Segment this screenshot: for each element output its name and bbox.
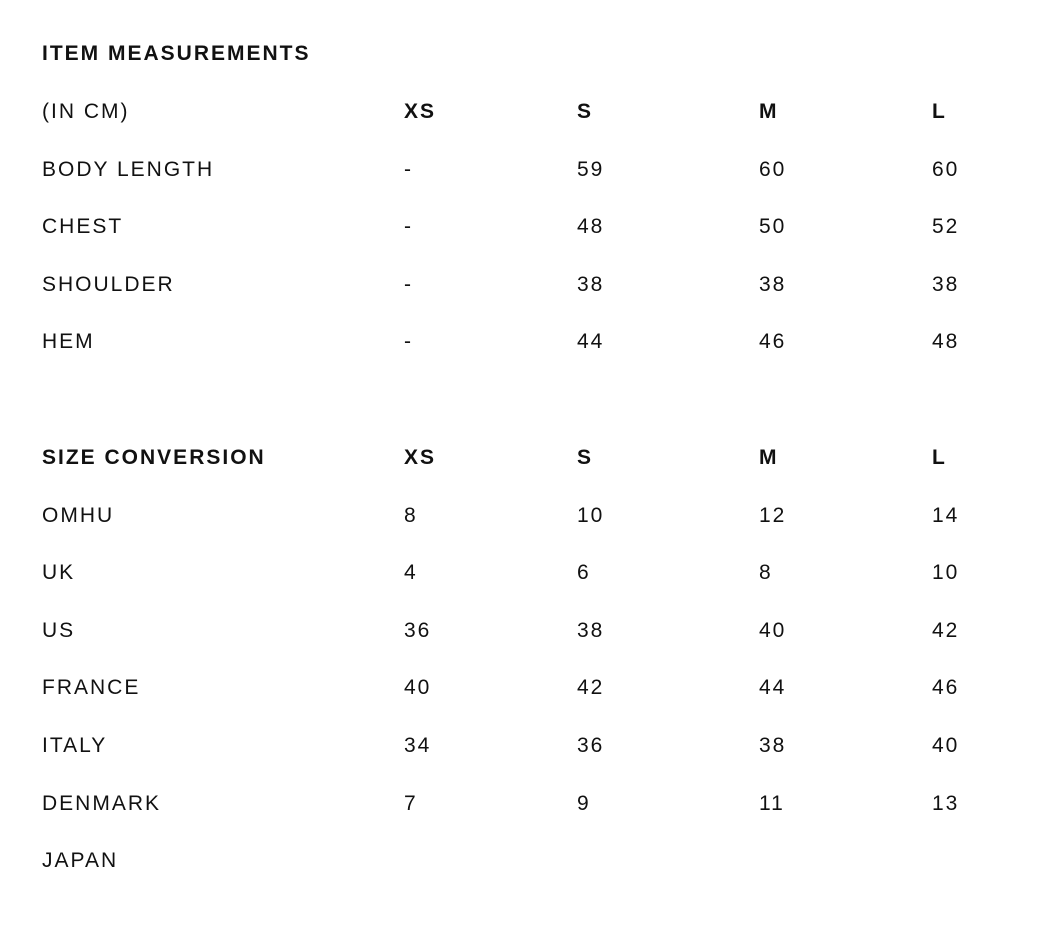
- cell-value: 60: [932, 157, 960, 181]
- cell-value: 38: [577, 272, 605, 296]
- cell-value: 60: [759, 157, 787, 181]
- size-header-s: S: [577, 446, 594, 469]
- item-measurements-table: [42, 83, 1042, 371]
- cell-value: 40: [759, 618, 787, 642]
- size-header-s: S: [577, 100, 594, 123]
- size-header-l: L: [932, 100, 947, 123]
- size-header-m: M: [759, 100, 779, 123]
- table-row: [42, 832, 1042, 890]
- row-label: BODY LENGTH: [42, 157, 215, 181]
- row-label: OMHU: [42, 503, 115, 527]
- cell-value: 38: [759, 733, 787, 757]
- cell-value: 52: [932, 215, 960, 239]
- cell-value: 10: [932, 561, 960, 585]
- table-row: [42, 141, 1042, 199]
- row-label: DENMARK: [42, 791, 162, 815]
- size-header-xs: XS: [404, 100, 437, 123]
- cell-value: 46: [759, 330, 787, 354]
- cell-value: 50: [759, 215, 787, 239]
- cell-value: -: [404, 157, 413, 181]
- size-header-m: M: [759, 446, 779, 469]
- row-label: SHOULDER: [42, 272, 175, 296]
- table-row: [42, 487, 1042, 545]
- unit-label: (IN CM): [42, 100, 130, 123]
- cell-value: 6: [577, 561, 591, 585]
- table-row: [42, 313, 1042, 371]
- cell-value: 40: [932, 733, 960, 757]
- row-label: HEM: [42, 330, 95, 354]
- cell-value: 48: [577, 215, 605, 239]
- size-header-l: L: [932, 446, 947, 469]
- cell-value: 14: [932, 503, 960, 527]
- table-row: [42, 775, 1042, 833]
- cell-value: 36: [577, 733, 605, 757]
- cell-value: 42: [932, 618, 960, 642]
- cell-value: 36: [404, 618, 432, 642]
- cell-value: 9: [577, 791, 591, 815]
- cell-value: 8: [759, 561, 773, 585]
- cell-value: -: [404, 330, 413, 354]
- cell-value: 34: [404, 733, 432, 757]
- row-label: FRANCE: [42, 676, 141, 700]
- cell-value: 13: [932, 791, 960, 815]
- cell-value: 12: [759, 503, 787, 527]
- size-header-xs: XS: [404, 446, 437, 469]
- row-label: JAPAN: [42, 849, 119, 873]
- cell-value: 11: [759, 791, 785, 815]
- cell-value: 4: [404, 561, 418, 585]
- cell-value: 38: [932, 272, 960, 296]
- cell-value: 38: [759, 272, 787, 296]
- conversion-header-row: [42, 429, 1042, 487]
- cell-value: 40: [404, 676, 432, 700]
- measurements-header-row: [42, 83, 1042, 141]
- table-row: [42, 602, 1042, 660]
- item-measurements-title: ITEM MEASUREMENTS: [42, 42, 311, 65]
- table-row: [42, 659, 1042, 717]
- size-conversion-title: SIZE CONVERSION: [42, 446, 266, 469]
- cell-value: 38: [577, 618, 605, 642]
- cell-value: 44: [759, 676, 787, 700]
- cell-value: 59: [577, 157, 605, 181]
- cell-value: -: [404, 215, 413, 239]
- cell-value: 46: [932, 676, 960, 700]
- size-conversion-table: [42, 429, 1042, 890]
- cell-value: 7: [404, 791, 418, 815]
- row-label: US: [42, 618, 76, 642]
- table-row: [42, 544, 1042, 602]
- cell-value: 8: [404, 503, 418, 527]
- table-row: [42, 198, 1042, 256]
- table-row: [42, 717, 1042, 775]
- cell-value: 44: [577, 330, 605, 354]
- row-label: ITALY: [42, 733, 108, 757]
- table-row: [42, 256, 1042, 314]
- row-label: UK: [42, 561, 76, 585]
- cell-value: 10: [577, 503, 605, 527]
- cell-value: -: [404, 272, 413, 296]
- cell-value: 42: [577, 676, 605, 700]
- row-label: CHEST: [42, 215, 124, 239]
- cell-value: 48: [932, 330, 960, 354]
